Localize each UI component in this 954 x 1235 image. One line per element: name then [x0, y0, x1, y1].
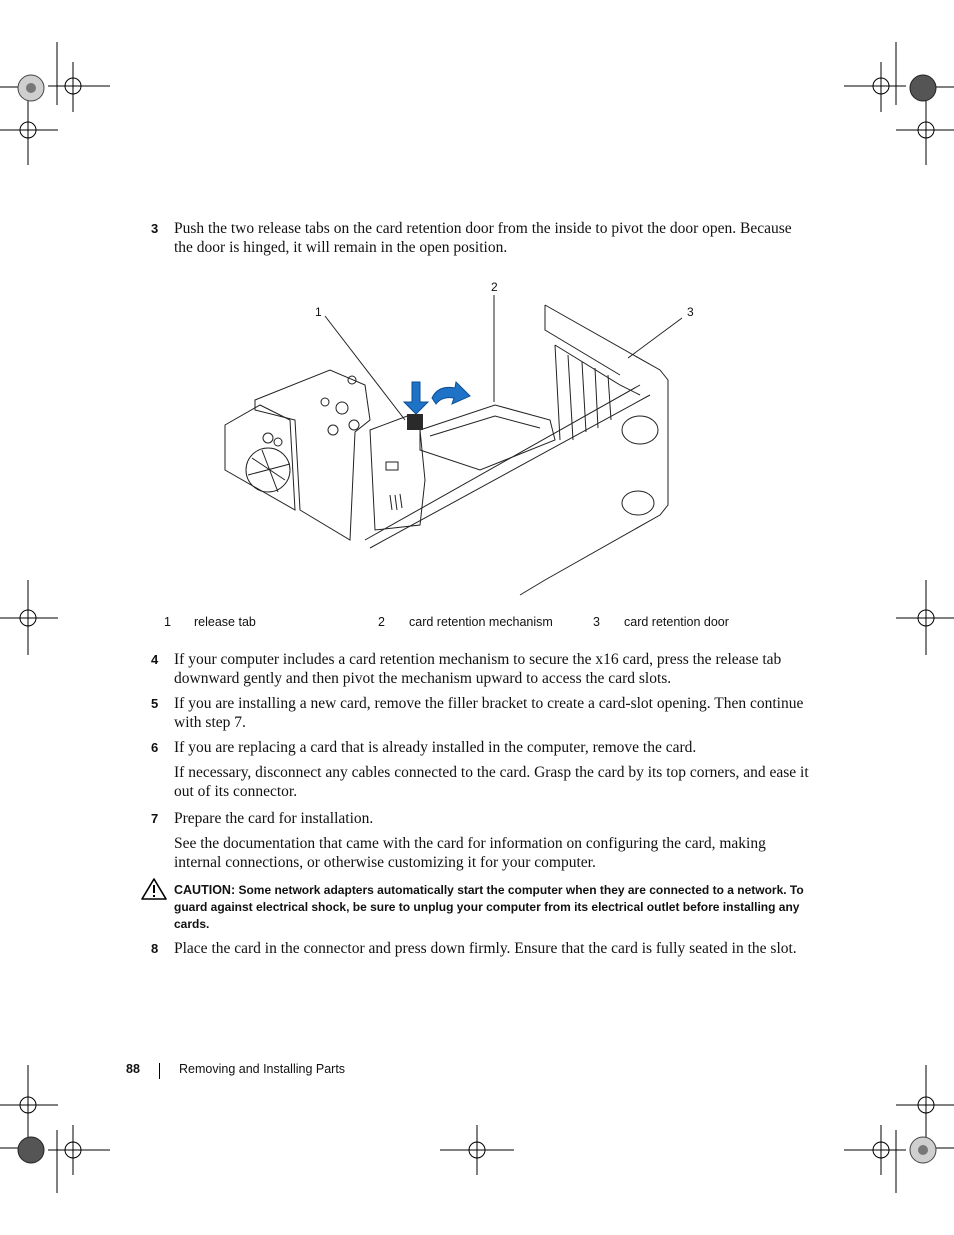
step-3-text: Push the two release tabs on the card retention door from the inside to pivot the door open. Because the door is hinged, it will remain in the open position.: [174, 220, 792, 256]
legend-num-3: 3: [593, 615, 600, 629]
callout-2: 2: [491, 280, 498, 294]
caution-icon: [140, 877, 168, 901]
card-retention-illustration: [220, 300, 700, 600]
callout-1: 1: [315, 305, 322, 319]
step-number-6: 6: [151, 740, 159, 755]
caution-note: [174, 882, 814, 933]
step-7-text: Prepare the card for installation.: [174, 810, 374, 827]
caution-label: CAUTION:: [174, 883, 236, 897]
step-7-detail: See the documentation that came with the card for information on configuring the card, making internal connections, or otherwise customizing it for your computer.: [174, 835, 766, 871]
legend-label-1: release tab: [194, 615, 256, 629]
page-number: 88: [126, 1062, 140, 1076]
legend-label-3: card retention door: [624, 615, 729, 629]
legend-num-2: 2: [378, 615, 385, 629]
step-8-text: Place the card in the connector and press down firmly. Ensure that the card is fully seated in the slot.: [174, 940, 797, 957]
callout-3: 3: [687, 305, 694, 319]
step-number-7: 7: [151, 811, 159, 826]
step-6-text: If you are replacing a card that is already installed in the computer, remove the card.: [174, 739, 697, 756]
step-number-5: 5: [151, 696, 159, 711]
footer-divider: [159, 1063, 160, 1079]
step-4-text: If your computer includes a card retention mechanism to secure the x16 card, press the release tab downward gently and then pivot the mechanism upward to access the card slots.: [174, 651, 782, 687]
step-6-detail: If necessary, disconnect any cables connected to the card. Grasp the card by its top corners, and ease it out of its connector.: [174, 764, 809, 800]
step-number-4: 4: [151, 652, 159, 667]
legend-num-1: 1: [164, 615, 171, 629]
step-number-3: 3: [151, 221, 159, 236]
step-number-8: 8: [151, 941, 159, 956]
step-5-text: If you are installing a new card, remove the filler bracket to create a card-slot opening. Then continue with step 7.: [174, 695, 804, 731]
caution-body: Some network adapters automatically start the computer when they are connected to a network. To guard against electrical shock, be sure to unplug your computer from its electrical outlet before installing any cards.: [174, 883, 804, 931]
legend-label-2: card retention mechanism: [409, 615, 553, 629]
footer-section-title: Removing and Installing Parts: [179, 1062, 346, 1076]
